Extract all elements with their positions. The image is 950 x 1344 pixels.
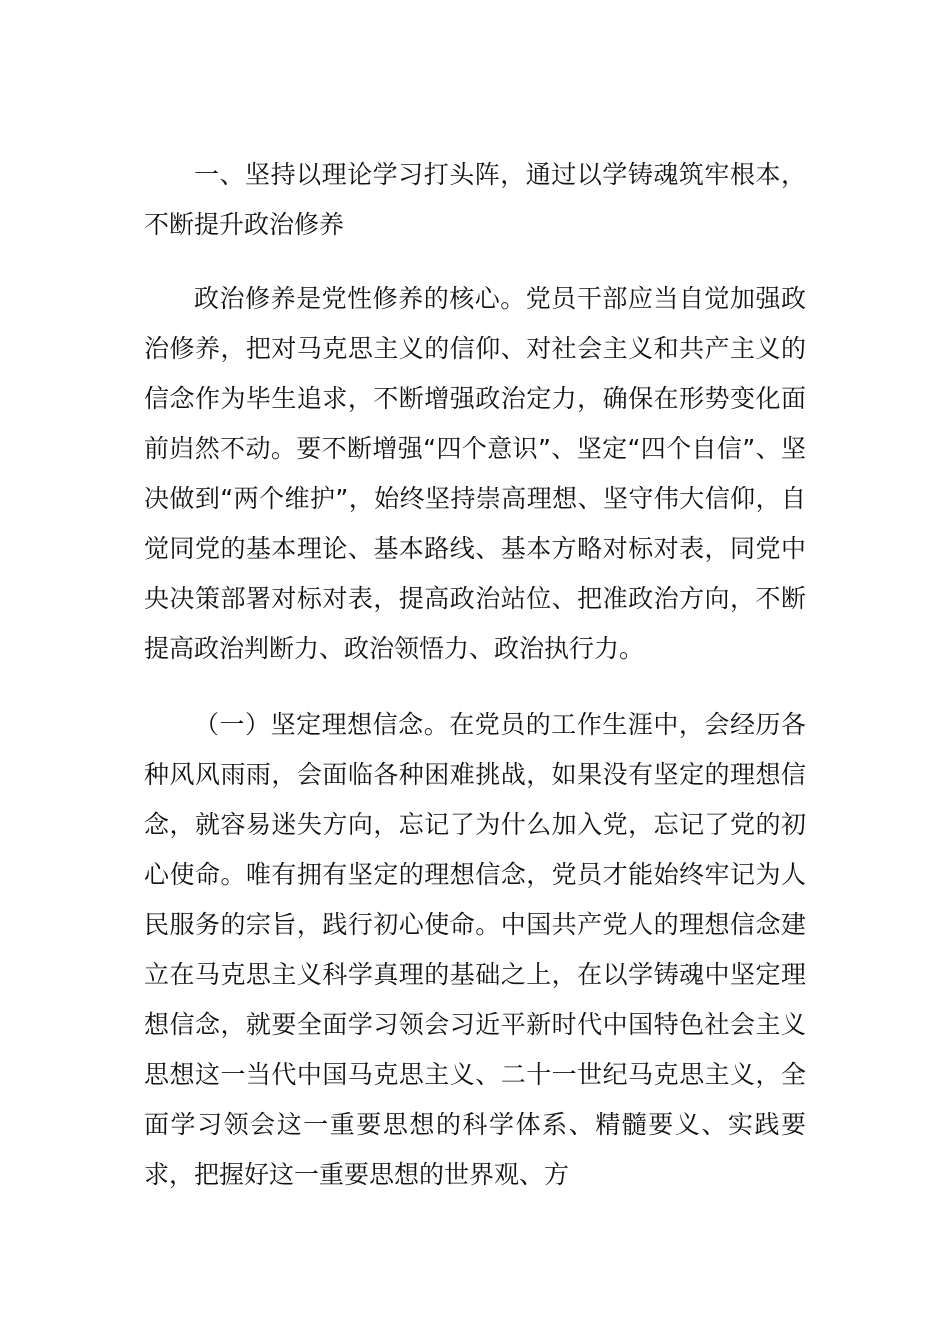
paragraph-political-cultivation: 政治修养是党性修养的核心。党员干部应当自觉加强政治修养，把对马克思主义的信仰、对社会主义和共产主义的信念作为毕生追求，不断增强政治定力，确保在形势变化面前岿然不动。要不断增强“四个意识”、坚定“四个自信”、坚决做到“两个维护”，始终坚持崇高理想、坚守伟大信仰，自觉同党的基本理论、基本路线、基本方略对标对表，同党中央决策部署对标对表，提高政治站位、把准政治方向，不断提高政治判断力、政治领悟力、政治执行力。 (144, 284, 806, 663)
document-body (144, 150, 806, 1200)
paragraph-ideals-beliefs: （一）坚定理想信念。在党员的工作生涯中，会经历各种风风雨雨，会面临各种困难挑战，如果没有坚定的理想信念，就容易迷失方向，忘记了为什么加入党，忘记了党的初心使命。唯有拥有坚定的理想信念，党员才能始终牢记为人民服务的宗旨，践行初心使命。中国共产党人的理想信念建立在马克思主义科学真理的基础之上，在以学铸魂中坚定理想信念，就要全面学习领会习近平新时代中国特色社会主义思想这一当代中国马克思主义、二十一世纪马克思主义，全面学习领会这一重要思想的科学体系、精髓要义、实践要求，把握好这一重要思想的世界观、方 (144, 710, 806, 1189)
section-heading: 一、坚持以理论学习打头阵，通过以学铸魂筑牢根本，不断提升政治修养 (144, 160, 806, 239)
